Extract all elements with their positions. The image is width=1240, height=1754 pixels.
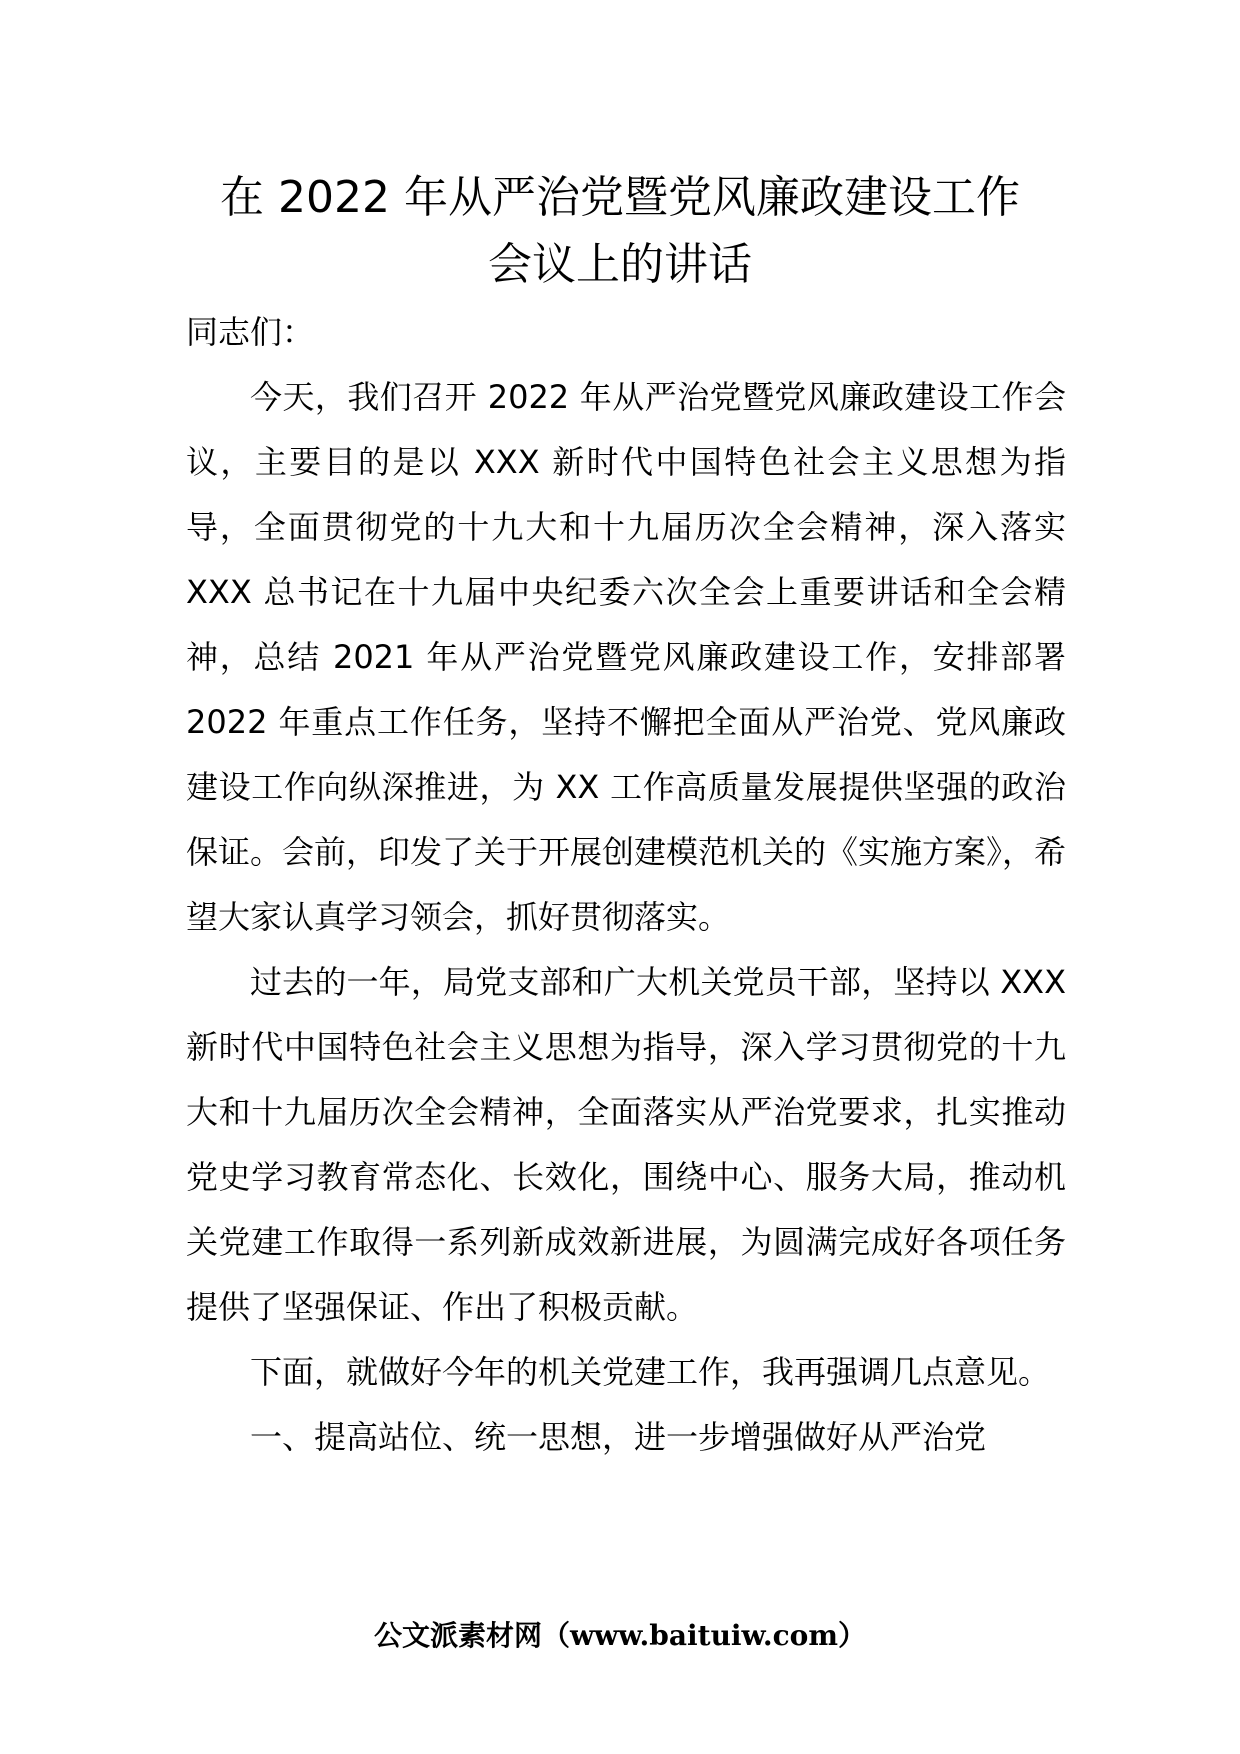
document-title-line-2: 会议上的讲话 xyxy=(488,239,752,290)
salutation: 同志们： xyxy=(186,313,315,351)
paragraph-review: 过去的一年，局党支部和广大机关党员干部，坚持以 XXX 新时代中国特色社会主义思想为指导，深入学习贯彻党的十九大和十九届历次全会精神，全面落实从严治党要求，扎实推动党史学习教育常态化、长效化，围绕中心、服务大局，推动机关党建工作取得一系列新成效新进展，为圆满完成好各项任务提供了坚强保证、作出了积极贡献。 xyxy=(186,963,1066,1326)
document-title-line-1: 在 2022 年从严治党暨党风廉政建设工作 xyxy=(220,172,1020,223)
document-body xyxy=(186,300,1066,1470)
paragraph-transition: 下面，就做好今年的机关党建工作，我再强调几点意见。 xyxy=(250,1353,1051,1391)
footer-watermark: 公文派素材网（www.baituiw.com） xyxy=(374,1619,866,1652)
paragraph-opening: 今天，我们召开 2022 年从严治党暨党风廉政建设工作会议，主要目的是以 XXX 新时代中国特色社会主义思想为指导，全面贯彻党的十九大和十九届历次全会精神，深入落实 XXX 总书记在十九届中央纪委六次全会上重要讲话和全会精神，总结 2021 年从严治党暨党风廉政建设工作，安排部署 2022 年重点工作任务，坚持不懈把全面从严治党、党风廉政建设工作向纵深推进，为 XX 工作高质量发展提供坚强的政治保证。会前，印发了关于开展创建模范机关的《实施方案》，希望大家认真学习领会，抓好贯彻落实。 xyxy=(186,378,1067,936)
section-heading-1: 一、提高站位、统一思想，进一步增强做好从严治党 xyxy=(250,1418,987,1456)
